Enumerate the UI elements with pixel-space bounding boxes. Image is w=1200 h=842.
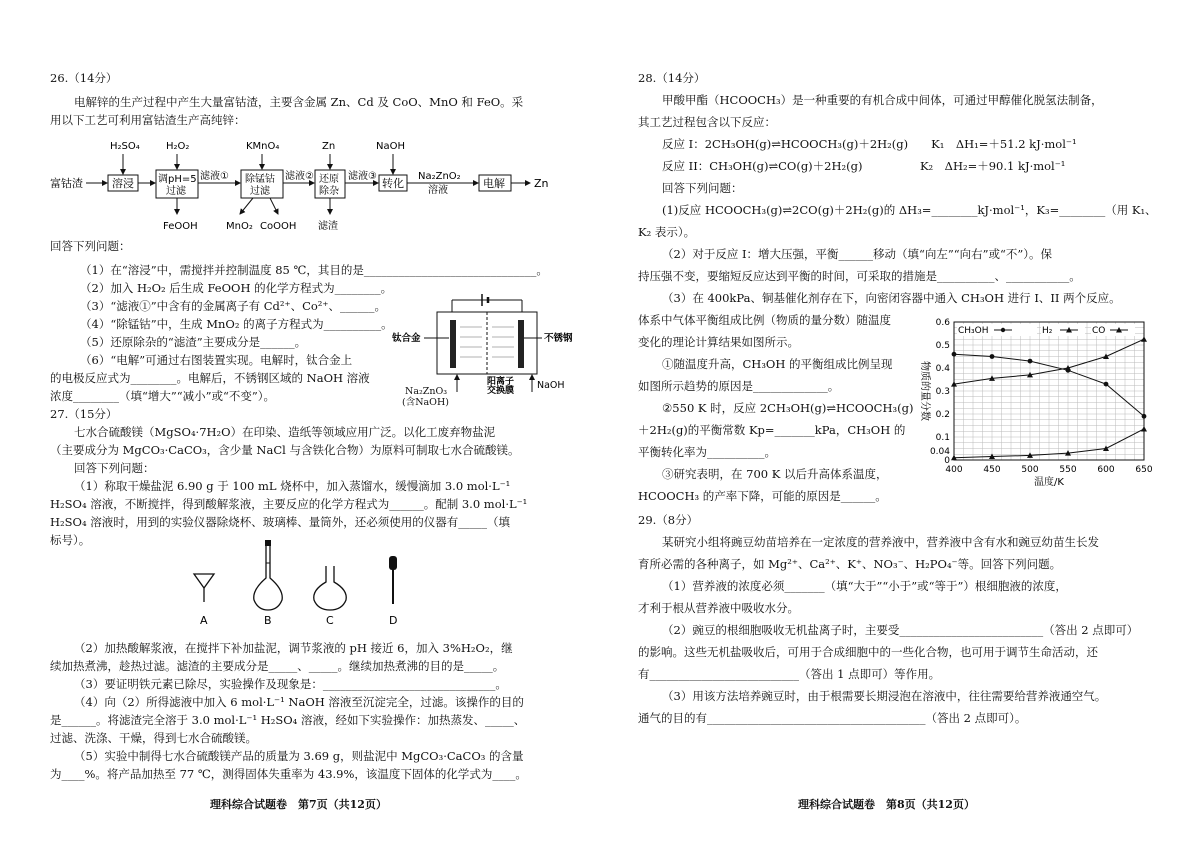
apparatus-figure	[180, 538, 460, 628]
series-0-point	[952, 352, 957, 357]
box-reduce-label2: 除杂	[319, 186, 339, 197]
q28-line-4: 反应 II：CH₃OH(g)⇌CO(g)＋2H₂(g) K₂ ΔH₂=＋90.1 kJ·mol⁻¹	[662, 159, 1066, 173]
box-ph-filter: 过滤	[166, 186, 186, 197]
q26-answer-prompt: 回答下列问题：	[50, 239, 131, 253]
apparatus-label-c: C	[326, 614, 334, 627]
q29-title: 29.（8分）	[638, 513, 699, 527]
q27-line2-8: 为____%。将产品加热至 77 ℃，测得固体失重率为 43.9%，该温度下固体的化学式为____。	[50, 767, 527, 781]
y-tick-label: 0.04	[929, 446, 950, 457]
volumetric-flask-icon	[254, 540, 283, 610]
legend-marker	[1001, 328, 1005, 332]
q28-title: 28.（14分）	[638, 71, 706, 85]
q27-line2-7: （5）实验中制得七水合硫酸镁产品的质量为 3.69 g，则盐泥中 MgCO₃·CaCO₃ 的含量	[74, 749, 524, 763]
reagent-naoh: NaOH	[376, 141, 405, 152]
byproduct-feooh: FeOOH	[163, 221, 198, 232]
q28-line-6: (1)反应 HCOOCH₃(g)⇌2CO(g)＋2H₂(g)的 ΔH₃=________kJ·mol⁻¹，K₃=________（用 K₁、	[662, 203, 1157, 217]
byproduct-residue: 滤渣	[318, 221, 338, 232]
x-tick-label: 600	[1097, 465, 1115, 475]
q27-line2-3: （3）要证明铁元素已除尽，实验操作及现象是：______________________________。	[74, 677, 507, 691]
q29-line-2: 育所必需的各种离子，如 Mg²⁺、Ca²⁺、K⁺、NO₃⁻、H₂PO₄⁻等。回答下列问题。	[638, 557, 1062, 571]
funnel-icon	[194, 574, 214, 588]
q26-item-6c: 浓度________（填“增大”“减小”或“不变”）。	[50, 389, 276, 403]
q28-line-5: 回答下列问题：	[662, 181, 743, 195]
q27-line-3: 回答下列问题：	[74, 461, 155, 475]
cathode-plate	[518, 320, 524, 368]
round-flask-icon	[314, 566, 347, 610]
byproduct-cooh: CoOOH	[260, 221, 297, 232]
flow-end: Zn	[534, 177, 549, 190]
q28-line-9: 持压强不变，要缩短反应达到平衡的时间，可采取的措施是__________、___________。	[638, 269, 1081, 283]
box-electrolysis-label: 电解	[483, 177, 505, 190]
y-axis-label: 物质的量分数	[919, 361, 930, 421]
q29-line-1: 某研究小组将豌豆幼苗培养在一定浓度的营养液中，营养液中含有水和豌豆幼苗生长发	[662, 535, 1099, 549]
right-page	[638, 0, 1158, 842]
q28-line-2: 其工艺过程包含以下反应：	[638, 115, 776, 129]
q27-line2-6: 过滤、洗涤、干燥，得到七水合硫酸镁。	[50, 731, 257, 745]
legend-label: H₂	[1042, 326, 1053, 336]
x-tick-label: 550	[1059, 465, 1077, 475]
q29-line-9: 通气的目的有______________________________________（答出 2 点即可）。	[638, 711, 1027, 725]
q27-title: 27.（15分）	[50, 407, 118, 421]
y-tick-label: 0.5	[935, 341, 950, 351]
reagent-h2so4: H₂SO₄	[110, 141, 140, 152]
q29-line-8: （3）用该方法培养豌豆时，由于根需要长期浸泡在溶液中，往往需要给营养液通空气。	[662, 689, 1107, 703]
box-mnco-filter: 过滤	[250, 186, 270, 197]
box-convert-label: 转化	[382, 177, 404, 190]
q27-line-6: H₂SO₄ 溶液时，用到的实验仪器除烧杯、玻璃棒、量筒外，还必须使用的仪器有_____（填	[50, 515, 510, 529]
q27-line2-2: 续加热煮沸，趁热过滤。滤渣的主要成分是_____、_____。继续加热煮沸的目的是_____。	[50, 659, 505, 673]
q28-line-3: 反应 I：2CH₃OH(g)⇌HCOOCH₃(g)＋2H₂(g) K₁ ΔH₁=＋51.2 kJ·mol⁻¹	[662, 137, 1077, 151]
q27-line-2: （主要成分为 MgCO₃·CaCO₃，含少量 NaCl 与含铁化合物）为原料可制取七水合硫酸镁。	[50, 443, 520, 457]
reagent-zn: Zn	[322, 141, 336, 152]
q28-line-1: 甲酸甲酯（HCOOCH₃）是一种重要的有机合成中间体，可通过甲醇催化脱氢法制备，	[662, 93, 1103, 107]
stream-1: 滤液①	[200, 171, 229, 182]
legend-label: CH₃OH	[958, 326, 989, 336]
q26-item-2: （2）加入 H₂O₂ 后生成 FeOOH 的化学方程式为________。	[80, 281, 393, 295]
q28-chart-text-6: ＋2H₂(g)的平衡常数 Kp=_______kPa，CH₃OH 的	[638, 423, 906, 437]
y-tick-label: 0	[944, 456, 950, 466]
q26-item-3: （3）“滤液①”中含有的金属离子有 Cd²⁺、Co²⁺、______。	[80, 299, 386, 313]
q28-chart-text-1: 体系中气体平衡组成比例（物质的量分数）随温度	[638, 313, 891, 327]
q28-chart-text-5: ②550 K 时，反应 2CH₃OH(g)⇌HCOOCH₃(g)	[662, 401, 914, 415]
q26-intro-1: 电解锌的生产过程中产生大量富钴渣，主要含金属 Zn、Cd 及 CoO、MnO 和 FeO。采	[74, 95, 524, 109]
box-ph-label: 调pH=5	[158, 174, 197, 185]
stream-zincate: Na₂ZnO₂	[418, 171, 461, 182]
q26-title: 26.（14分）	[50, 71, 118, 85]
q26-item-6b: 的电极反应式为________。电解后，不锈钢区域的 NaOH 溶液	[50, 371, 370, 385]
q29-line-6: 的影响。这些无机盐吸收后，可用于合成细胞中的一些化合物，也可用于调节生命活动，还	[638, 645, 1098, 659]
left-page	[50, 0, 585, 842]
flow-start: 富钴渣	[50, 177, 83, 190]
q26-item-4: （4）“除锰钴”中，生成 MnO₂ 的离子方程式为__________。	[80, 317, 393, 331]
q27-line-1: 七水合硫酸镁（MgSO₄·7H₂O）在印染、造纸等领域应用广泛。以化工废弃物盐泥	[74, 425, 496, 439]
q27-line-7: 标号）。	[50, 533, 91, 547]
left-footer: 理科综合试题卷 第7页（共12页）	[210, 798, 387, 811]
electrolysis-cell-diagram	[392, 292, 577, 394]
x-tick-label: 450	[983, 465, 1001, 475]
q26-intro-2: 用以下工艺可利用富钴渣生产高纯锌：	[50, 113, 246, 127]
x-tick-label: 650	[1135, 465, 1153, 475]
stream-3: 滤液③	[348, 171, 377, 182]
membrane-label-2: 交换膜	[487, 386, 515, 394]
dropper-icon	[389, 556, 397, 604]
q29-line-4: 才利于根从营养液中吸收水分。	[638, 601, 799, 615]
q29-line-5: （2）豌豆的根细胞吸收无机盐离子时，主要受_________________________（答出 2 点即可）	[662, 623, 1139, 637]
anode-plate	[450, 320, 456, 368]
series-0-point	[1028, 359, 1033, 364]
apparatus-label-d: D	[389, 614, 398, 627]
byproduct-mno2: MnO₂	[226, 221, 253, 232]
left-input-label-2: (含NaOH)	[402, 397, 449, 408]
y-tick-label: 0.4	[935, 364, 950, 374]
y-tick-label: 0.6	[935, 318, 950, 328]
q28-chart-text-9: HCOOCH₃ 的产率下降，可能的原因是______。	[638, 489, 887, 503]
q27-line2-4: （4）向（2）所得滤液中加入 6 mol·L⁻¹ NaOH 溶液至沉淀完全，过滤。该操作的目的	[74, 695, 524, 709]
q28-chart-text-3: ①随温度升高，CH₃OH 的平衡组成比例呈现	[662, 357, 893, 371]
q28-line-10: （3）在 400kPa、铜基催化剂存在下，向密闭容器中通入 CH₃OH 进行 I、II 两个反应。	[662, 291, 1121, 305]
membrane-label-1: 阳离子	[487, 377, 515, 387]
q28-chart-text-2: 变化的理论计算结果如图所示。	[638, 335, 799, 349]
x-tick-label: 400	[945, 465, 963, 475]
reagent-kmno4: KMnO₄	[246, 141, 280, 152]
q26-item-5: （5）还原除杂的“滤渣”主要成分是______。	[80, 335, 307, 349]
equilibrium-chart	[910, 312, 1158, 490]
box-mnco-label: 除锰钴	[245, 174, 275, 185]
apparatus-label-b: B	[264, 614, 272, 627]
q28-chart-text-8: ③研究表明，在 700 K 以后升高体系温度，	[662, 467, 888, 481]
box-dissolve-label: 溶浸	[112, 177, 134, 190]
series-0-point	[990, 354, 995, 359]
y-tick-label: 0.3	[935, 387, 950, 397]
stream-solution: 溶液	[428, 185, 448, 196]
cathode-label: 不锈钢	[544, 333, 573, 344]
apparatus-label-a: A	[200, 614, 208, 627]
reagent-h2o2: H₂O₂	[166, 141, 190, 152]
q28-line-8: （2）对于反应 I：增大压强，平衡______移动（填“向左”“向右”或“不”）。保	[662, 247, 1053, 261]
q27-line-4: （1）称取干燥盐泥 6.90 g 于 100 mL 烧杯中，加入蒸馏水，缓慢滴加 3.0 mol·L⁻¹	[74, 479, 511, 493]
q27-line-5: H₂SO₄ 溶液，不断搅拌，得到酸解浆液，主要反应的化学方程式为______。配制 3.0 mol·L⁻¹	[50, 497, 528, 511]
q26-item-6: （6）“电解”可通过右图装置实现。电解时，钛合金上	[80, 353, 353, 367]
q29-line-3: （1）营养液的浓度必须_______（填“大于”“小于”或“等于”）根细胞液的浓度，	[662, 579, 1067, 593]
left-input-label-1: Na₂ZnO₃	[405, 386, 448, 397]
q26-item-1: （1）在“溶浸”中，需搅拌并控制温度 85 ℃，其目的是______________________________。	[80, 263, 548, 277]
anode-label: 钛合金	[392, 333, 421, 344]
x-axis-label: 温度/K	[1034, 477, 1064, 488]
right-footer: 理科综合试题卷 第8页（共12页）	[798, 798, 975, 811]
q28-chart-text-7: 平衡转化率为__________。	[638, 445, 776, 459]
y-tick-label: 0.2	[935, 410, 950, 420]
q28-chart-text-4: 如图所示趋势的原因是_____________。	[638, 379, 840, 393]
right-input-label: NaOH	[537, 380, 565, 391]
q29-line-7: 有__________________________（答出 1 点即可）等作用。	[638, 667, 941, 681]
q28-line-7: K₂ 表示）。	[638, 225, 696, 239]
process-flow-diagram	[50, 134, 585, 234]
series-2-point	[1141, 426, 1147, 432]
q27-line2-5: 是______。将滤渣完全溶于 3.0 mol·L⁻¹ H₂SO₄ 溶液，经如下实验操作：加热蒸发、_____、	[50, 713, 526, 727]
series-0-point	[1142, 414, 1147, 419]
y-tick-label: 0.1	[935, 433, 950, 443]
q27-line2-1: （2）加热酸解浆液，在搅拌下补加盐泥，调节浆液的 pH 接近 6，加入 3%H₂O₂，继	[74, 641, 513, 655]
x-tick-label: 500	[1021, 465, 1039, 475]
legend-label: CO	[1092, 326, 1106, 336]
series-0-point	[1104, 382, 1109, 387]
stream-2: 滤液②	[285, 171, 314, 182]
box-reduce-label: 还原	[319, 174, 339, 185]
